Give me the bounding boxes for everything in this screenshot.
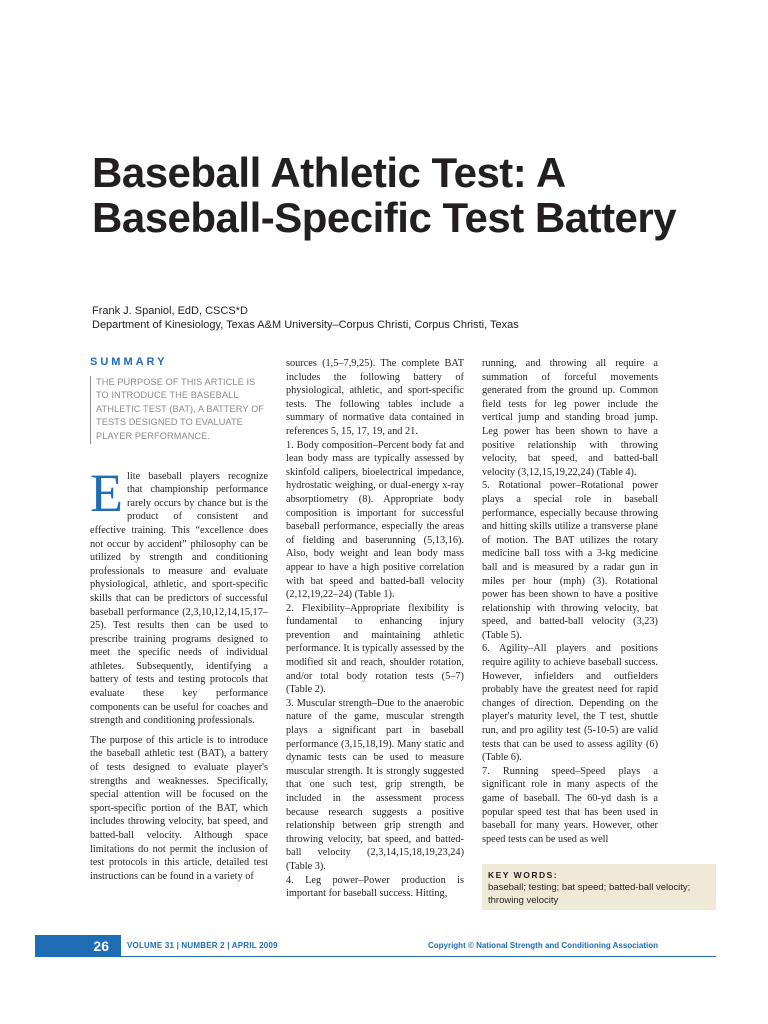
intro-paragraph-1: [90, 462, 268, 728]
keywords-box: [482, 864, 716, 910]
item-running-speed: 7. Running speed–Speed plays a significant role in many aspects of the game of baseball. The 60-yd dash is a popular speed test that has been used in baseball for many years. However, other speed tests can be used as well: [482, 765, 658, 845]
keywords-heading: KEY WORDS:: [488, 870, 559, 880]
col2-paragraph: sources (1,5–7,9,25). The complete BAT includes the following battery of physiological, athletic, and sport-specific tests. The following tables include a summary of normative data contained in references 5, 15, 17, 19, and 21.: [286, 358, 464, 437]
column-1: [90, 356, 268, 889]
article-title: Baseball Athletic Test: A Baseball-Specific Test Battery: [92, 149, 677, 241]
intro-paragraph-2: The purpose of this article is to introduce the baseball athletic test (BAT), a battery of tests designed to evaluate player's strengths and weaknesses. Specifically, special attention will be focused on the sport-specific portion of the BAT, which includes throwing velocity, bat speed, and batted-ball velocity. Although space limitations do not permit the inclusion of test protocols in this article, detailed test instructions can be found in a variety of: [90, 734, 268, 882]
item-muscular-strength: 3. Muscular strength–Due to the anaerobic nature of the game, muscular strength plays a significant part in baseball performance (3,15,18,19). Many static and dynamic tests can be used to measure muscular strength. It is strongly suggested that one such test, grip strength, be included in the assessment process because research suggests a positive relationship between grip strength and throwing velocity, bat speed, and batted-ball velocity (2,3,14,15,18,19,23,24) (Table 3).: [286, 697, 464, 872]
item-body-composition: 1. Body composition–Percent body fat and lean body mass are typically assessed by skinfold calipers, bioelectrical impedance, hydrostatic weighing, or dual-energy x-ray absorptiometry (8). Appropriate body composition is important for successful baseball performance, especially the areas of fielding and baserunning (5,13,16). Also, body weight and lean body mass appear to have a high positive correlation with bat speed and batted-ball velocity (2,12,19,22–24) (Table 1).: [286, 439, 464, 601]
author-block: [92, 304, 712, 332]
footer-copyright: Copyright © National Strength and Conditioning Association: [427, 941, 658, 950]
summary-heading: SUMMARY: [90, 356, 168, 368]
intro-paragraph-1-text: lite baseball players recognize that championship performance rarely occurs by chance but is the product of consistent and effective training. This “excellence does not occur by accident” philosophy can be utilized by strength and conditioning professionals to measure and evaluate physiological, athletic, and sport-specific skills that can be predictors of successful baseball performance (2,3,10,12,14,15,17–25). Test results then can be used to prescribe training programs designed to meet the specific needs of individual athletes. Subsequently, identifying a battery of tests and testing protocols that evaluate these key performance components can be useful for coaches and strength and conditioning professionals.: [90, 470, 268, 727]
column-3: [482, 357, 658, 846]
item-agility: 6. Agility–All players and positions require agility to achieve baseball success. However, infielders and outfielders probably have the greatest need for rapid changes of direction. Depending on the player's maturity level, the T test, shuttle run, and pro agility test (5-10-5) are valid tests that can be used to assess agility (6) (Table 6).: [482, 643, 658, 764]
column-2: [286, 357, 464, 901]
drop-cap: E: [90, 462, 123, 523]
summary-text: THE PURPOSE OF THIS ARTICLE IS TO INTRODUCE THE BASEBALL ATHLETIC TEST (BAT), A BATTERY OF TESTS DESIGNED TO EVALUATE PLAYER PERFORMANCE.: [90, 376, 268, 444]
footer-divider: [35, 956, 716, 957]
item-leg-power-start: 4. Leg power–Power production is important for baseball success. Hitting,: [286, 874, 464, 900]
item-leg-power-cont: running, and throwing all require a summation of forceful movements generated from the ground up. Common field tests for leg power include the vertical jump and standing broad jump. Leg power has been shown to have a positive relationship with throwing velocity, bat speed, and batted-ball velocity (3,12,15,19,22,24) (Table 4).: [482, 358, 658, 478]
footer-volume-info: VOLUME 31 | NUMBER 2 | APRIL 2009: [127, 941, 278, 950]
page-number: 26: [35, 935, 121, 957]
author-name: Frank J. Spaniol, EdD, CSCS*D: [92, 305, 248, 317]
item-rotational-power: 5. Rotational power–Rotational power plays a special role in baseball performance, especially because throwing and hitting skills utilize a transverse plane of motion. The BAT utilizes the rotary medicine ball toss with a 3-kg medicine ball and is measured by a radar gun in miles per hour (mph) (3). Rotational power has been shown to have a positive relationship with throwing velocity, bat speed, and batted-ball velocity (3,23) (Table 5).: [482, 480, 658, 641]
author-affiliation: Department of Kinesiology, Texas A&M University–Corpus Christi, Corpus Christi, Texas: [92, 319, 519, 331]
item-flexibility: 2. Flexibility–Appropriate flexibility is fundamental to enhancing injury prevention and maintaining athletic performance. It is typically assessed by the modified sit and reach, shoulder rotation, and/or total body rotation tests (5–7) (Table 2).: [286, 602, 464, 696]
keywords-text: baseball; testing; bat speed; batted-ball velocity; throwing velocity: [488, 882, 691, 906]
